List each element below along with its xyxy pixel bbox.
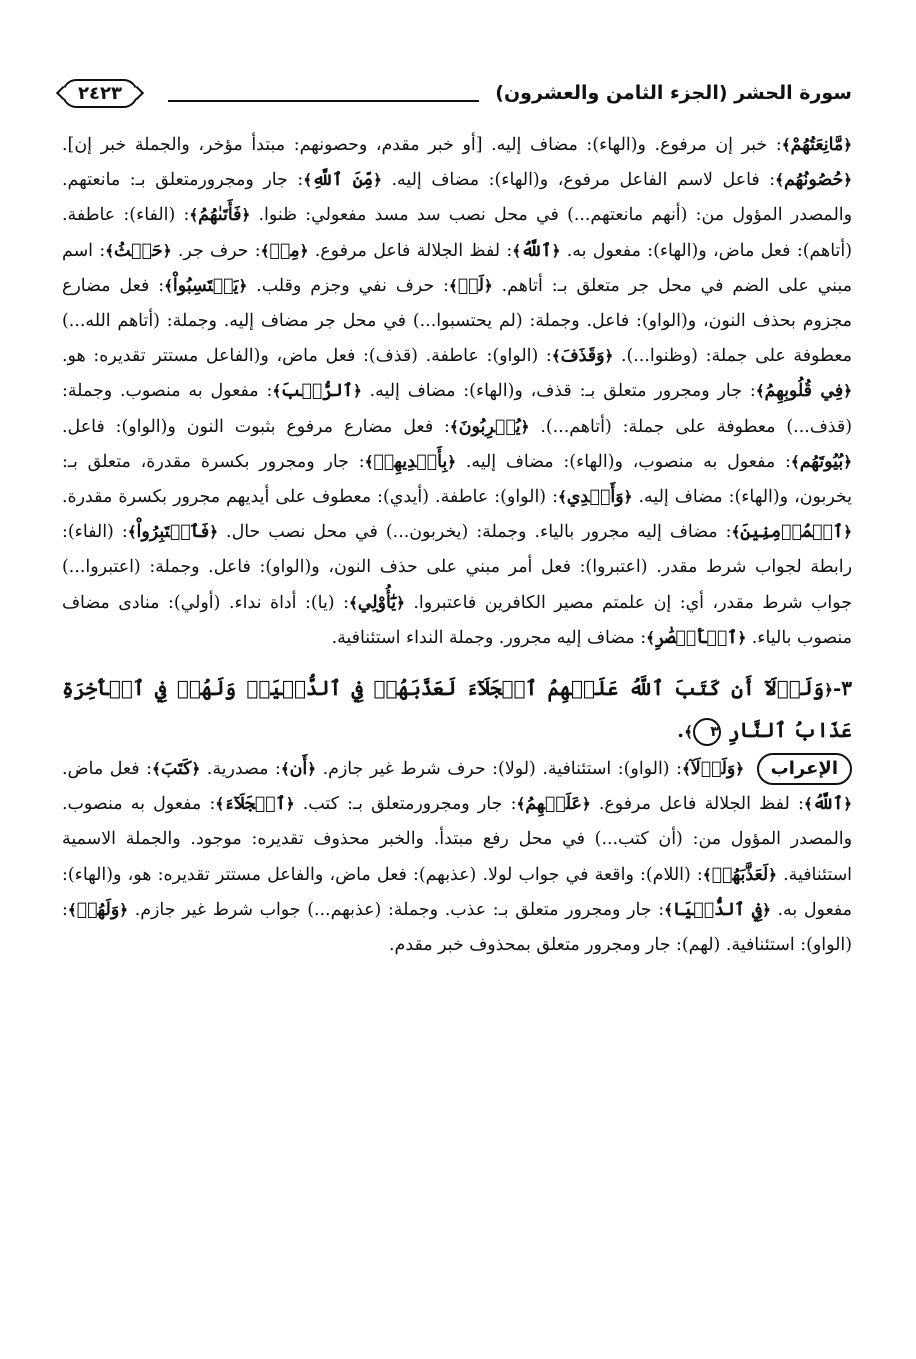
quran-word: فِي قُلُوبِهِمُ	[764, 381, 844, 402]
ornate-bracket-open-icon: ﴿	[373, 171, 382, 190]
irab-explanation: : (الواو): عاطفة. (أيدي): معطوف على أيديهم مجرور بكسرة مقدرة.	[62, 487, 558, 508]
ornate-bracket-open-icon: ﴿	[352, 382, 362, 401]
main-text	[62, 128, 852, 963]
ornate-bracket-close-icon: ﴾	[646, 628, 655, 647]
ornate-bracket-open-icon: ﴿	[843, 171, 852, 190]
ornate-bracket-close-icon: ﴾	[551, 347, 561, 366]
ornate-bracket-close-icon: ﴾	[731, 523, 741, 542]
quran-word: يَحۡتَسِبُواْ	[172, 275, 239, 296]
irab-explanation: : خبر إن مرفوع. و(الهاء): مضاف إليه. [أو خبر مقدم، وحصونهم: مبتدأ مؤخر، والجملة خبر إن].	[62, 135, 782, 155]
ornate-bracket-close-icon: ﴾	[775, 171, 784, 190]
ornate-bracket-close-icon: ﴾	[781, 136, 791, 154]
irab-entry	[128, 900, 771, 920]
quran-word: لَمۡ	[457, 275, 484, 296]
ornate-bracket-close-icon: ﴾	[280, 760, 290, 779]
irab-paragraph-1	[62, 128, 852, 656]
irab-entry	[332, 628, 747, 648]
ornate-bracket-close-icon: ﴾	[702, 865, 712, 884]
irab-explanation: : جار ومجرور متعلق بـ: عذب. وجملة: (عذبهم...) جواب شرط غير جازم.	[128, 899, 665, 920]
ornate-bracket-close-icon: ﴾	[449, 417, 459, 436]
ornate-bracket-open-icon: ﴿	[843, 523, 852, 542]
irab-explanation: : جار ومجرور بكسرة مقدرة، متعلق بـ: يخربون، و(الهاء): مضاف إليه.	[62, 451, 852, 508]
ornate-bracket-close-icon: ﴾	[152, 760, 161, 779]
quran-word: وَقَذَفَ	[560, 346, 605, 367]
ornate-bracket-open-icon: ﴿	[119, 900, 129, 919]
quran-word: فَأَتَىٰهُمُ	[198, 205, 242, 226]
ornate-bracket-close-icon: ﴾	[684, 723, 693, 742]
ornate-bracket-open-icon: ﴿	[843, 452, 852, 471]
irab-paragraph-2	[62, 752, 852, 963]
irab-entry	[62, 759, 200, 779]
irab-entry	[62, 135, 852, 155]
irab-explanation: : (الفاء): عاطفة. (أتاهم): فعل ماض، و(الهاء): مفعول به.	[62, 205, 852, 261]
ornate-bracket-open-icon: ﴿	[581, 795, 591, 814]
irab-explanation: : مضاف إليه مجرور بالياء. وجملة: (يخربون...) في محل نصب حال.	[218, 522, 732, 543]
header-title: سورة الحشر (الجزء الثامن والعشرون)	[495, 82, 852, 104]
ornate-bracket-close-icon: ﴾	[164, 276, 173, 295]
ornate-bracket-close-icon: ﴾	[272, 382, 282, 401]
ornate-bracket-close-icon: ﴾	[558, 488, 567, 507]
ornate-bracket-close-icon: ﴾	[348, 593, 358, 612]
ornate-bracket-close-icon: ﴾	[682, 760, 691, 779]
ornate-bracket-open-icon: ﴿	[307, 760, 317, 779]
quran-word: وَأَيۡدِي	[566, 487, 624, 508]
irab-explanation: : حرف جر.	[171, 240, 261, 261]
quran-word: مَّانِعَتُهُمْ	[790, 135, 844, 155]
quran-word: ٱللَّهُ	[521, 240, 552, 261]
irab-entry	[308, 241, 560, 261]
quran-word: حُصُونُهُم	[783, 170, 844, 191]
ornate-bracket-open-icon: ﴿	[735, 760, 745, 779]
quran-word: ٱلۡجَلَآءَ	[224, 794, 286, 815]
irab-entry	[218, 522, 852, 542]
irab-entry	[382, 170, 852, 190]
ornate-bracket-open-icon: ﴿	[396, 593, 405, 612]
irab-label: الإعراب	[757, 753, 852, 785]
ornate-bracket-close-icon: ﴾	[664, 900, 673, 919]
ornate-bracket-open-icon: ﴿	[209, 523, 219, 542]
ornate-bracket-close-icon: ﴾	[790, 452, 800, 471]
ornate-bracket-open-icon: ﴿	[299, 241, 309, 260]
ornate-bracket-close-icon: ﴾	[516, 795, 526, 814]
irab-entry	[362, 381, 852, 401]
quran-word: وَلَوۡلَآ	[690, 759, 736, 780]
irab-explanation: : مفعول به منصوب. وجملة: (قذف...) معطوفة على جملة: (أتاهم...).	[62, 381, 853, 437]
ornate-bracket-open-icon: ﴿	[191, 760, 201, 779]
irab-explanation: : لفظ الجلالة فاعل مرفوع.	[308, 240, 513, 261]
quran-word: أَن	[289, 759, 308, 780]
irab-explanation: : (الواو): عاطفة. (قذف): فعل ماض، و(الفاعل مستتر تقديره: هو.	[62, 346, 552, 367]
ornate-bracket-close-icon: ﴾	[303, 171, 313, 190]
irab-entry	[200, 759, 316, 779]
quran-word: ٱلرُّعۡبَ	[281, 381, 353, 402]
irab-explanation: : (اللام): واقعة في جواب لولا. (عذبهم): فعل ماض، والفاعل مستتر تقديره: هو، و(الهاء): مفعول به.	[62, 864, 853, 920]
irab-entry	[591, 794, 852, 814]
quran-word: يَٰٓأُوْلِي	[357, 592, 397, 613]
ornate-bracket-close-icon: ﴾	[755, 382, 765, 401]
page-header	[62, 70, 852, 116]
ornate-bracket-close-icon: ﴾	[260, 241, 270, 260]
irab-explanation: : حرف نفي وجزم وقلب.	[247, 275, 449, 296]
ornate-bracket-open-icon: ﴿	[551, 241, 561, 260]
ornate-bracket-open-icon: ﴿	[768, 865, 777, 884]
ornate-bracket-close-icon: ﴾	[448, 276, 458, 295]
irab-entry	[171, 241, 308, 261]
irab-explanation: : (الواو): استئنافية. (لولا): حرف شرط غير جازم.	[316, 759, 682, 780]
ornate-bracket-open-icon: ﴿	[737, 628, 747, 647]
ornate-bracket-close-icon: ﴾	[364, 452, 374, 471]
quran-word: ٱلۡمُؤۡمِنِينَ	[740, 522, 844, 543]
ornate-bracket-close-icon: ﴾	[215, 795, 225, 814]
header-divider	[168, 100, 479, 102]
ornate-bracket-open-icon: ﴿	[483, 276, 493, 295]
ornate-bracket-open-icon: ﴿	[238, 276, 248, 295]
ornate-bracket-open-icon: ﴿	[843, 382, 852, 401]
ornate-bracket-open-icon: ﴿	[762, 900, 771, 919]
irab-explanation: : فعل مضارع مجزوم بحذف النون، و(الواو): فاعل. وجملة: (لم يحتسبوا...) في محل جر مضاف إليه. وجملة: (أتاهم الله...) معطوفة على جملة: (وظنوا...).	[62, 275, 852, 367]
quran-word: مِنۡ	[269, 240, 300, 261]
irab-entry	[247, 276, 492, 296]
ornate-bracket-open-icon: ﴿	[447, 452, 457, 471]
irab-entry	[316, 759, 744, 779]
quran-word: مِّنَ ٱللَّهِ	[312, 170, 374, 191]
irab-entry	[456, 452, 852, 472]
ornate-bracket-open-icon: ﴿	[824, 681, 833, 700]
irab-explanation: : (الفاء): رابطة لجواب شرط مقدر. (اعتبروا): فعل أمر مبني على حذف النون، و(الواو): فاعل. وجملة: (اعتبروا...) جواب شرط مقدر، أي: إن علمتم مصير الكافرين فاعتبروا.	[62, 522, 852, 613]
ornate-bracket-close-icon: ﴾	[127, 523, 137, 542]
ornate-bracket-open-icon: ﴿	[843, 795, 852, 814]
ornate-bracket-open-icon: ﴿	[623, 488, 633, 507]
irab-explanation: : مفعول به منصوب، و(الهاء): مضاف إليه.	[456, 451, 791, 472]
irab-explanation: : فاعل لاسم الفاعل مرفوع، و(الهاء): مضاف إليه.	[381, 170, 776, 191]
ornate-bracket-open-icon: ﴿	[843, 136, 852, 154]
irab-explanation: : (الواو): استئنافية. (لهم): جار ومجرور متعلق بمحذوف خبر مقدم.	[62, 899, 852, 956]
ornate-bracket-close-icon: ﴾	[105, 241, 114, 260]
quran-word: لَعَذَّبَهُمۡ	[711, 864, 769, 885]
ayah-number-icon: ٣	[693, 718, 721, 746]
ornate-bracket-open-icon: ﴿	[285, 795, 295, 814]
quran-word: فَٱعۡتَبِرُواْ	[136, 522, 210, 543]
irab-explanation: : اسم مبني على الضم في محل جر متعلق بـ: أتاهم.	[62, 240, 852, 296]
quran-word: ٱللَّهُ	[812, 794, 844, 815]
verse-number: ٣	[841, 676, 852, 701]
irab-entry	[62, 346, 613, 366]
irab-explanation: : مفعول به منصوب. والمصدر المؤول من: (أن كتب...) في محل رفع مبتدأ. والخبر محذوف تقديره: موجود. والجملة الاسمية استئنافية.	[62, 794, 852, 885]
irab-explanation: : مضاف إليه مجرور. وجملة النداء استئنافية.	[331, 627, 647, 648]
quran-word: وَلَهُمۡ	[76, 899, 120, 920]
ornate-bracket-open-icon: ﴿	[520, 417, 530, 436]
quran-word: عَلَيۡهِمُ	[525, 794, 582, 815]
quran-word: يُخۡرِبُونَ	[458, 416, 521, 437]
ornate-bracket-close-icon: ﴾	[189, 206, 199, 225]
irab-entry	[62, 417, 529, 437]
quran-word: حَيۡثُ	[113, 240, 163, 261]
irab-explanation: : لفظ الجلالة فاعل مرفوع.	[590, 794, 804, 815]
irab-explanation: : جار ومجرورمتعلق بـ: كتب.	[294, 794, 517, 815]
ornate-bracket-open-icon: ﴿	[604, 347, 614, 366]
irab-explanation: : مصدرية.	[200, 759, 281, 780]
ornate-bracket-close-icon: ﴾	[512, 241, 522, 260]
irab-entry	[62, 487, 632, 507]
irab-entry	[295, 794, 591, 814]
quran-word: بِأَيۡدِيهِمۡ	[373, 451, 448, 472]
ornate-bracket-open-icon: ﴿	[162, 241, 172, 260]
irab-explanation: : فعل مضارع مرفوع بثبوت النون و(الواو): فاعل.	[62, 416, 450, 437]
irab-explanation: : (يا): أداة نداء. (أولي): منادى مضاف منصوب بالياء.	[62, 592, 852, 648]
irab-explanation: : فعل ماض.	[62, 759, 153, 780]
irab-explanation: : جار ومجرور متعلق بـ: قذف، و(الهاء): مضاف إليه.	[361, 381, 756, 402]
quran-word: بُيُوتَهُم	[799, 451, 844, 472]
page	[62, 70, 852, 1330]
quran-word: ٱلۡأَبۡصَٰرِ	[654, 627, 738, 648]
quran-word: كَتَبَ	[160, 759, 192, 780]
page-number: ٢٤٢٣	[62, 79, 138, 108]
ornate-bracket-open-icon: ﴿	[241, 206, 251, 225]
quran-verse: ٣-﴿وَلَوۡلَآ أَن كَتَبَ ٱللَّهُ عَلَيۡهِمُ ٱلۡجَلَآءَ لَعَذَّبَهُمۡ فِي ٱلدُّنۡيَاۖ وَلَهُمۡ فِي ٱلۡأٓخِرَةِ عَذَابُ ٱلنَّارِ ٣﴾.	[62, 668, 852, 752]
verse-text: وَلَوۡلَآ أَن كَتَبَ ٱللَّهُ عَلَيۡهِمُ ٱلۡجَلَآءَ لَعَذَّبَهُمۡ فِي ٱلدُّنۡيَاۖ وَلَهُمۡ فِي ٱلۡأٓخِرَةِ عَذَابُ ٱلنَّارِ	[62, 676, 852, 743]
irab-explanation: : جار ومجرورمتعلق بـ: مانعتهم. والمصدر المؤول من: (أنهم مانعتهم...) في محل نصب سد مسد مفعولي: ظنوا.	[62, 170, 852, 226]
ornate-bracket-close-icon: ﴾	[803, 795, 813, 814]
ornate-bracket-close-icon: ﴾	[67, 900, 77, 919]
quran-word: فِي ٱلدُّنۡيَا	[672, 899, 763, 920]
